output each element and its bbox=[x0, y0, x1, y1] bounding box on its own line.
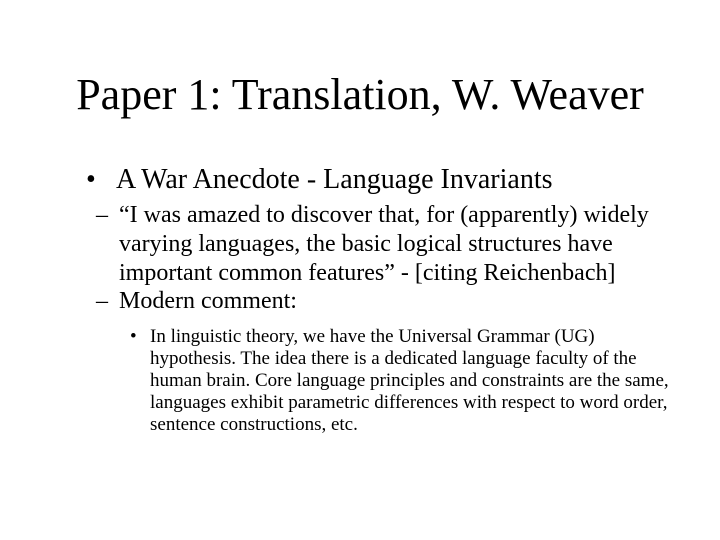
modern-comment-text: Modern comment: bbox=[119, 288, 297, 314]
bullet-text: A War Anecdote - Language Invariants bbox=[116, 164, 553, 195]
dash-marker: – bbox=[96, 288, 108, 314]
dash-marker: – bbox=[96, 202, 108, 228]
quote-text: “I was amazed to discover that, for (apparently) widely varying languages, the basic logical structures have important common features” - [citing Reichenbach] bbox=[119, 202, 649, 286]
subbullet-quote bbox=[96, 201, 659, 288]
bullet-marker: • bbox=[130, 326, 137, 347]
subbullet-modern-comment bbox=[96, 287, 659, 316]
subsubbullet-ug bbox=[130, 326, 678, 436]
bullet-marker: • bbox=[86, 164, 96, 195]
ug-text: In linguistic theory, we have the Universal Grammar (UG) hypothesis. The idea there is a dedicated language faculty of the human brain. Core language principles and constraints are the same, languages exhibit parametric differences with respect to word order, sentence constructions, etc. bbox=[150, 326, 669, 435]
slide-title: Paper 1: Translation, W. Weaver bbox=[76, 70, 644, 119]
